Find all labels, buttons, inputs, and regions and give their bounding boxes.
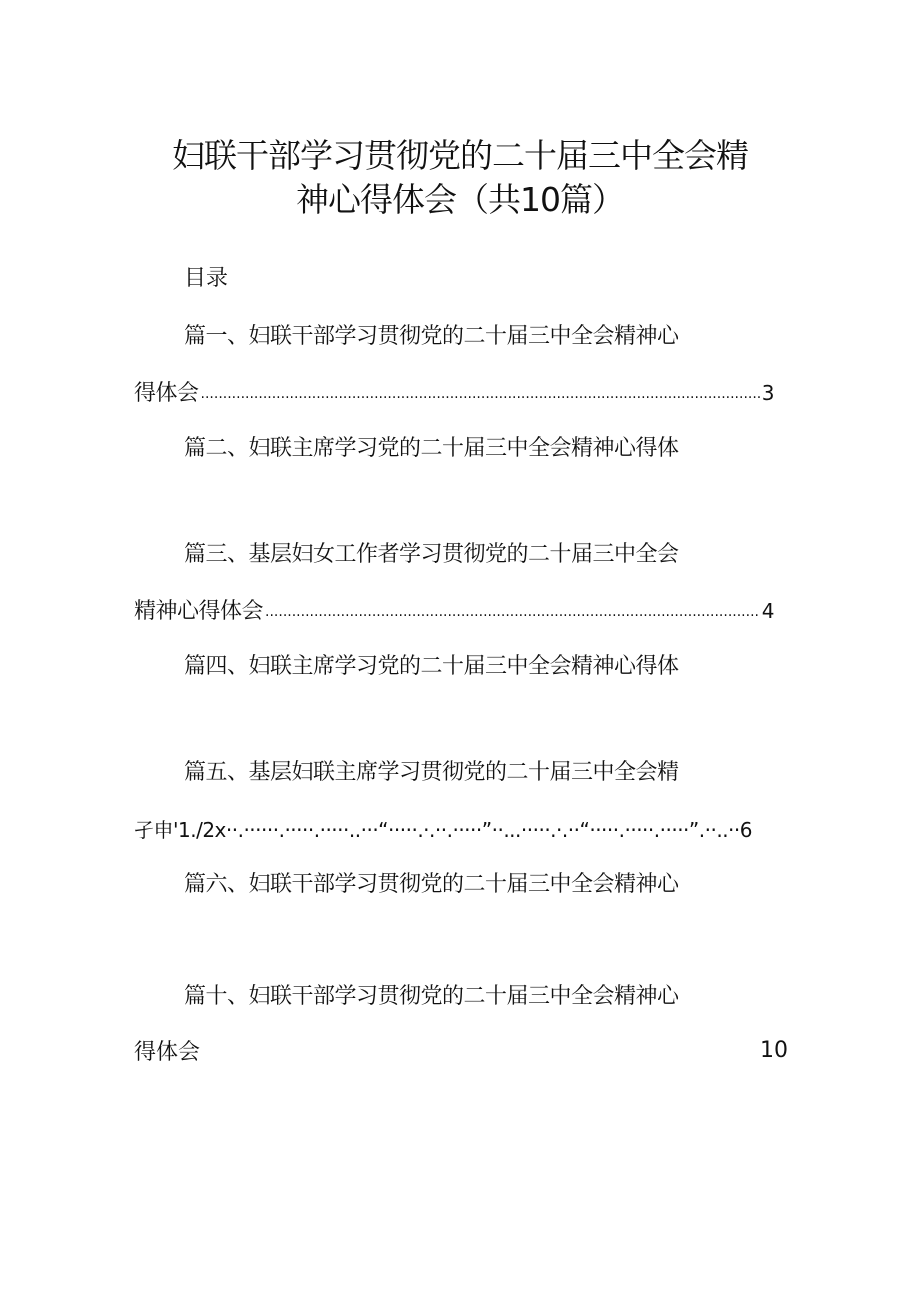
toc-entry-3-page: 4	[761, 599, 774, 623]
toc-entry-1-text: 得体会	[134, 381, 199, 406]
toc-entry-3-text: 精神心得体会	[134, 599, 264, 624]
toc-entry-4-title[interactable]: 篇四、妇联主席学习党的二十届三中全会精神心得体	[184, 654, 679, 679]
toc-entry-5-title[interactable]: 篇五、基层妇联主席学习贯彻党的二十届三中全会精	[184, 760, 679, 785]
toc-entry-7-text[interactable]: 得体会	[134, 1040, 201, 1065]
toc-entry-1-continuation[interactable]	[134, 378, 774, 411]
toc-entry-5-text: 孑申'1./2x··.······.·····.·····..···“·····.·.··.·····”··...·····.·.··“·····.·····.·····”.··..··	[134, 818, 740, 842]
toc-entry-1-title[interactable]: 篇一、妇联干部学习贯彻党的二十届三中全会精神心	[184, 324, 679, 349]
toc-entry-1-page: 3	[761, 381, 774, 405]
toc-entry-2-title[interactable]: 篇二、妇联主席学习党的二十届三中全会精神心得体	[184, 436, 679, 461]
dot-leader	[265, 597, 760, 627]
toc-entry-3-title[interactable]: 篇三、基层妇女工作者学习贯彻党的二十届三中全会	[184, 542, 679, 567]
toc-entry-5-page: 6	[739, 818, 753, 842]
toc-heading: 目录	[184, 266, 229, 291]
toc-entry-3-continuation[interactable]	[134, 596, 774, 629]
dot-leader	[201, 379, 760, 409]
document-title-line-2: 神心得体会（共10篇）	[296, 180, 624, 219]
document-title-line-1: 妇联干部学习贯彻党的二十届三中全会精	[172, 136, 748, 175]
toc-entry-7-page: 10	[760, 1038, 788, 1063]
toc-entry-7-title[interactable]: 篇十、妇联干部学习贯彻党的二十届三中全会精神心	[184, 984, 679, 1009]
toc-entry-5-continuation[interactable]	[134, 815, 752, 845]
toc-entry-6-title[interactable]: 篇六、妇联干部学习贯彻党的二十届三中全会精神心	[184, 872, 679, 897]
